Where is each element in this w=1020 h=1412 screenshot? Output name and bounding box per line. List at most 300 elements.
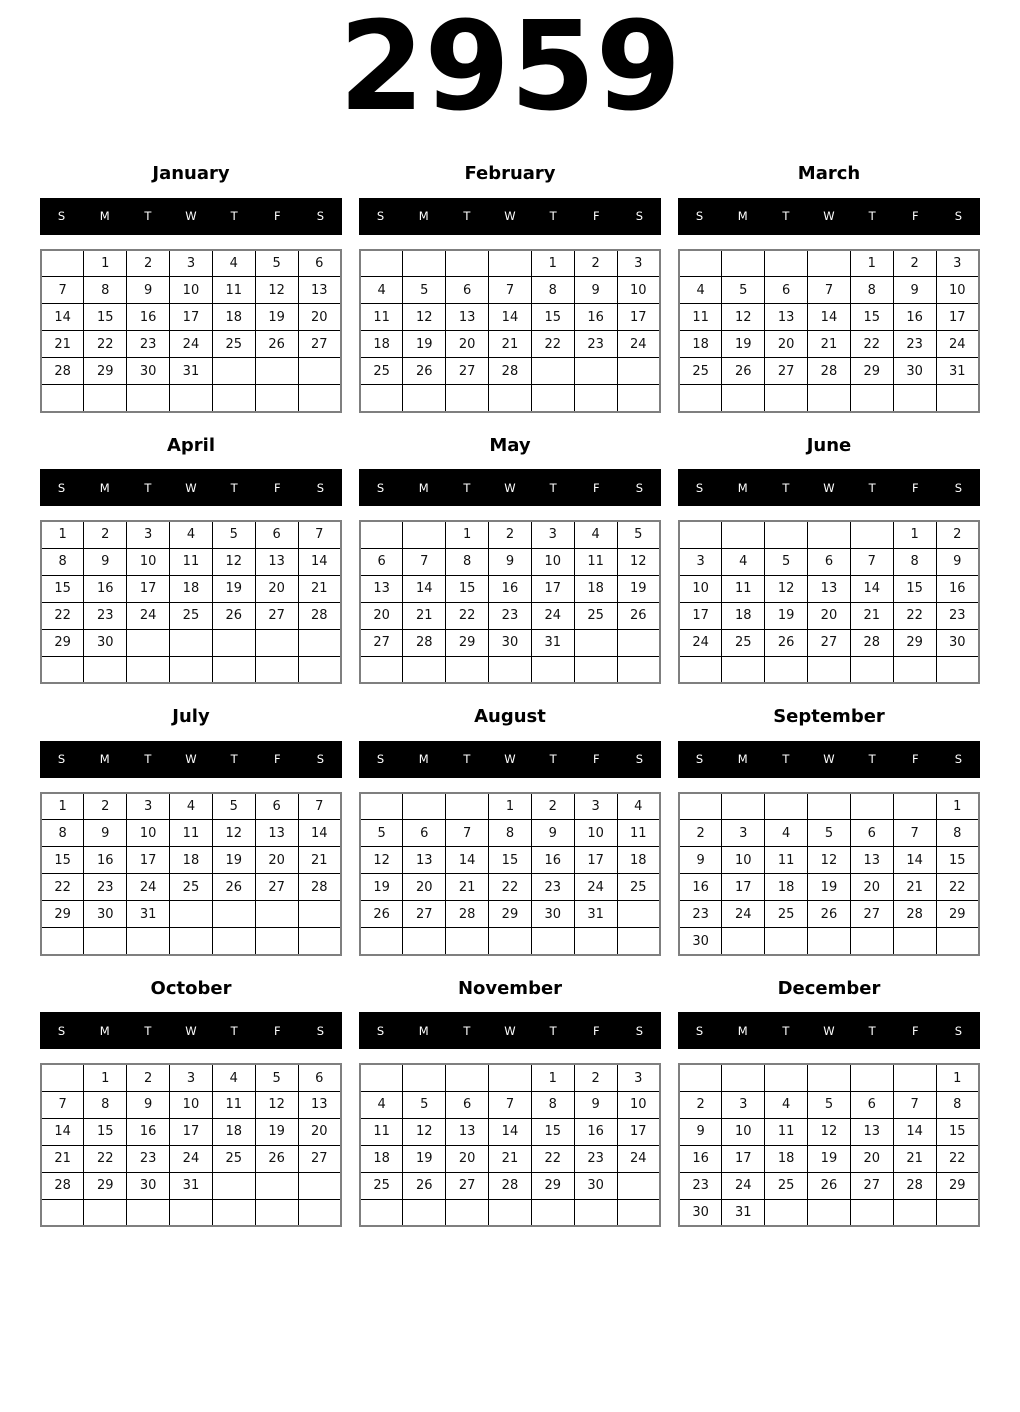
day-cell: 8 <box>84 277 127 304</box>
day-cell: 4 <box>212 250 255 277</box>
day-cell: 24 <box>170 1145 213 1172</box>
days-table <box>40 1063 342 1227</box>
day-cell: 27 <box>255 602 298 629</box>
empty-day-cell <box>41 928 84 955</box>
day-cell: 5 <box>808 1091 851 1118</box>
day-cell: 16 <box>84 575 127 602</box>
day-cell: 12 <box>617 548 660 575</box>
days-table <box>359 792 661 956</box>
day-cell: 8 <box>41 548 84 575</box>
day-cell: 16 <box>489 575 532 602</box>
empty-day-cell <box>808 521 851 548</box>
day-cell: 5 <box>255 1064 298 1091</box>
empty-day-cell <box>722 385 765 412</box>
weekday-header <box>40 469 342 506</box>
day-cell: 14 <box>446 847 489 874</box>
empty-day-cell <box>298 629 341 656</box>
empty-day-cell <box>84 385 127 412</box>
day-cell: 20 <box>255 847 298 874</box>
day-cell: 28 <box>403 629 446 656</box>
day-cell: 2 <box>531 793 574 820</box>
day-cell: 26 <box>765 629 808 656</box>
weekday-label: W <box>504 209 516 224</box>
empty-day-cell <box>298 358 341 385</box>
day-cell: 26 <box>403 358 446 385</box>
empty-day-cell <box>255 928 298 955</box>
day-cell: 18 <box>360 1145 403 1172</box>
weekday-label: M <box>737 209 748 224</box>
weekday-label: F <box>273 480 281 495</box>
day-cell: 29 <box>531 1172 574 1199</box>
empty-day-cell <box>212 385 255 412</box>
empty-day-cell <box>893 928 936 955</box>
day-cell: 3 <box>574 793 617 820</box>
day-cell: 11 <box>170 820 213 847</box>
week-row <box>679 901 979 928</box>
day-cell: 30 <box>127 1172 170 1199</box>
week-row <box>679 1199 979 1226</box>
weekday-label: F <box>911 752 919 767</box>
weekday-label: F <box>273 752 281 767</box>
day-cell: 24 <box>617 1145 660 1172</box>
day-cell: 29 <box>41 629 84 656</box>
week-row <box>360 277 660 304</box>
empty-day-cell <box>446 656 489 683</box>
empty-day-cell <box>298 901 341 928</box>
empty-day-cell <box>531 1199 574 1226</box>
day-cell: 6 <box>765 277 808 304</box>
empty-day-cell <box>255 385 298 412</box>
month-march <box>678 155 980 413</box>
empty-day-cell <box>255 629 298 656</box>
empty-day-cell <box>679 521 722 548</box>
day-cell: 7 <box>298 521 341 548</box>
day-cell: 13 <box>255 548 298 575</box>
day-cell: 7 <box>41 1091 84 1118</box>
day-cell: 19 <box>212 575 255 602</box>
day-cell: 14 <box>41 1118 84 1145</box>
day-cell: 28 <box>298 874 341 901</box>
empty-day-cell <box>765 656 808 683</box>
day-cell: 10 <box>574 820 617 847</box>
empty-day-cell <box>127 656 170 683</box>
empty-day-cell <box>617 385 660 412</box>
days-table <box>40 792 342 956</box>
month-july <box>40 698 342 956</box>
empty-day-cell <box>403 521 446 548</box>
day-cell: 24 <box>127 602 170 629</box>
empty-day-cell <box>255 901 298 928</box>
day-cell: 23 <box>679 901 722 928</box>
day-cell: 1 <box>893 521 936 548</box>
weekday-label: T <box>782 480 790 495</box>
day-cell: 3 <box>617 1064 660 1091</box>
day-cell: 25 <box>212 1145 255 1172</box>
day-cell: 3 <box>127 793 170 820</box>
days-table <box>359 520 661 684</box>
day-cell: 19 <box>360 874 403 901</box>
day-cell: 26 <box>808 1172 851 1199</box>
day-cell: 27 <box>808 629 851 656</box>
weekday-label: F <box>911 1023 919 1038</box>
day-cell: 1 <box>84 1064 127 1091</box>
month-february <box>359 155 661 413</box>
weekday-label: W <box>823 752 835 767</box>
day-cell: 4 <box>765 820 808 847</box>
week-row <box>679 1172 979 1199</box>
empty-day-cell <box>531 928 574 955</box>
day-cell: 22 <box>531 331 574 358</box>
day-cell: 22 <box>936 874 979 901</box>
day-cell: 29 <box>850 358 893 385</box>
day-cell: 3 <box>722 820 765 847</box>
weekday-label: T <box>782 1023 790 1038</box>
day-cell: 27 <box>850 901 893 928</box>
weekday-label: F <box>592 209 600 224</box>
day-cell: 17 <box>722 874 765 901</box>
weekday-label: T <box>144 752 152 767</box>
day-cell: 21 <box>893 1145 936 1172</box>
day-cell: 27 <box>850 1172 893 1199</box>
day-cell: 1 <box>41 793 84 820</box>
day-cell: 6 <box>850 1091 893 1118</box>
day-cell: 15 <box>936 1118 979 1145</box>
day-cell: 28 <box>41 1172 84 1199</box>
week-row <box>41 548 341 575</box>
day-cell: 17 <box>617 304 660 331</box>
month-title: March <box>797 163 861 184</box>
empty-day-cell <box>722 250 765 277</box>
day-cell: 17 <box>531 575 574 602</box>
empty-day-cell <box>212 901 255 928</box>
day-cell: 12 <box>212 548 255 575</box>
day-cell: 7 <box>446 820 489 847</box>
day-cell: 3 <box>170 250 213 277</box>
empty-day-cell <box>808 1064 851 1091</box>
weekday-header <box>678 1012 980 1049</box>
weekday-label: M <box>737 480 748 495</box>
days-table <box>40 520 342 684</box>
day-cell: 20 <box>446 331 489 358</box>
empty-day-cell <box>574 1199 617 1226</box>
day-cell: 18 <box>212 1118 255 1145</box>
day-cell: 29 <box>41 901 84 928</box>
day-cell: 27 <box>403 901 446 928</box>
week-row <box>360 331 660 358</box>
day-cell: 11 <box>765 1118 808 1145</box>
day-cell: 6 <box>298 250 341 277</box>
weekday-label: W <box>185 752 197 767</box>
month-september <box>678 698 980 956</box>
day-cell: 28 <box>446 901 489 928</box>
day-cell: 1 <box>41 521 84 548</box>
week-row <box>360 521 660 548</box>
empty-day-cell <box>617 656 660 683</box>
day-cell: 13 <box>446 304 489 331</box>
day-cell: 9 <box>936 548 979 575</box>
day-cell: 12 <box>403 304 446 331</box>
weekday-label: S <box>635 752 644 767</box>
day-cell: 14 <box>403 575 446 602</box>
week-row <box>679 602 979 629</box>
day-cell: 28 <box>298 602 341 629</box>
empty-day-cell <box>808 656 851 683</box>
day-cell: 21 <box>893 874 936 901</box>
empty-day-cell <box>170 629 213 656</box>
week-row <box>360 874 660 901</box>
empty-day-cell <box>489 385 532 412</box>
day-cell: 21 <box>489 331 532 358</box>
empty-day-cell <box>403 1064 446 1091</box>
week-row <box>679 521 979 548</box>
day-cell: 20 <box>446 1145 489 1172</box>
day-cell: 2 <box>936 521 979 548</box>
weekday-label: S <box>695 480 704 495</box>
day-cell: 4 <box>170 793 213 820</box>
day-cell: 14 <box>298 820 341 847</box>
day-cell: 26 <box>255 1145 298 1172</box>
months-grid <box>40 155 980 1227</box>
day-cell: 8 <box>41 820 84 847</box>
day-cell: 6 <box>255 521 298 548</box>
day-cell: 1 <box>84 250 127 277</box>
month-november <box>359 970 661 1228</box>
day-cell: 18 <box>170 575 213 602</box>
week-row <box>679 820 979 847</box>
empty-day-cell <box>617 1199 660 1226</box>
week-row <box>41 1091 341 1118</box>
day-cell: 4 <box>170 521 213 548</box>
day-cell: 22 <box>489 874 532 901</box>
day-cell: 11 <box>765 847 808 874</box>
day-cell: 21 <box>850 602 893 629</box>
day-cell: 14 <box>489 304 532 331</box>
day-cell: 13 <box>403 847 446 874</box>
day-cell: 25 <box>360 358 403 385</box>
day-cell: 15 <box>84 304 127 331</box>
empty-day-cell <box>722 928 765 955</box>
month-december <box>678 970 980 1228</box>
week-row <box>41 575 341 602</box>
day-cell: 27 <box>255 874 298 901</box>
day-cell: 3 <box>936 250 979 277</box>
week-row <box>41 847 341 874</box>
day-cell: 23 <box>84 874 127 901</box>
day-cell: 1 <box>531 250 574 277</box>
month-august <box>359 698 661 956</box>
day-cell: 22 <box>84 1145 127 1172</box>
day-cell: 6 <box>403 820 446 847</box>
day-cell: 15 <box>41 575 84 602</box>
day-cell: 31 <box>722 1199 765 1226</box>
day-cell: 7 <box>403 548 446 575</box>
empty-day-cell <box>850 521 893 548</box>
day-cell: 12 <box>808 1118 851 1145</box>
day-cell: 21 <box>808 331 851 358</box>
weekday-label: S <box>316 1023 325 1038</box>
day-cell: 23 <box>489 602 532 629</box>
empty-day-cell <box>489 1064 532 1091</box>
empty-day-cell <box>127 928 170 955</box>
weekday-label: S <box>695 209 704 224</box>
day-cell: 10 <box>170 277 213 304</box>
empty-day-cell <box>893 656 936 683</box>
empty-day-cell <box>403 928 446 955</box>
empty-day-cell <box>893 385 936 412</box>
day-cell: 1 <box>446 521 489 548</box>
day-cell: 9 <box>679 847 722 874</box>
week-row <box>679 385 979 412</box>
days-table <box>678 249 980 413</box>
weekday-label: T <box>463 209 471 224</box>
weekday-label: S <box>316 480 325 495</box>
weekday-label: M <box>737 1023 748 1038</box>
empty-day-cell <box>765 250 808 277</box>
empty-day-cell <box>531 656 574 683</box>
day-cell: 13 <box>765 304 808 331</box>
day-cell: 25 <box>212 331 255 358</box>
day-cell: 9 <box>574 277 617 304</box>
day-cell: 10 <box>170 1091 213 1118</box>
days-table <box>678 1063 980 1227</box>
empty-day-cell <box>808 793 851 820</box>
day-cell: 26 <box>722 358 765 385</box>
empty-day-cell <box>936 385 979 412</box>
weekday-label: F <box>273 209 281 224</box>
day-cell: 24 <box>127 874 170 901</box>
day-cell: 15 <box>41 847 84 874</box>
day-cell: 18 <box>212 304 255 331</box>
day-cell: 1 <box>936 793 979 820</box>
empty-day-cell <box>360 793 403 820</box>
empty-day-cell <box>765 1199 808 1226</box>
day-cell: 15 <box>489 847 532 874</box>
weekday-label: S <box>376 1023 385 1038</box>
day-cell: 9 <box>489 548 532 575</box>
day-cell: 22 <box>936 1145 979 1172</box>
day-cell: 28 <box>893 1172 936 1199</box>
day-cell: 23 <box>574 331 617 358</box>
empty-day-cell <box>298 656 341 683</box>
day-cell: 15 <box>531 1118 574 1145</box>
day-cell: 28 <box>808 358 851 385</box>
day-cell: 15 <box>531 304 574 331</box>
day-cell: 2 <box>679 820 722 847</box>
empty-day-cell <box>41 1064 84 1091</box>
day-cell: 27 <box>360 629 403 656</box>
day-cell: 14 <box>298 548 341 575</box>
week-row <box>41 1145 341 1172</box>
day-cell: 7 <box>893 1091 936 1118</box>
day-cell: 10 <box>617 277 660 304</box>
day-cell: 17 <box>127 575 170 602</box>
day-cell: 11 <box>360 304 403 331</box>
weekday-label: T <box>549 209 557 224</box>
week-row <box>679 250 979 277</box>
weekday-label: W <box>823 480 835 495</box>
day-cell: 30 <box>574 1172 617 1199</box>
weekday-label: W <box>504 480 516 495</box>
weekday-header <box>359 741 661 778</box>
day-cell: 23 <box>679 1172 722 1199</box>
day-cell: 22 <box>850 331 893 358</box>
weekday-label: S <box>635 209 644 224</box>
weekday-label: W <box>504 752 516 767</box>
day-cell: 10 <box>617 1091 660 1118</box>
empty-day-cell <box>765 521 808 548</box>
week-row <box>360 629 660 656</box>
day-cell: 30 <box>127 358 170 385</box>
day-cell: 19 <box>403 331 446 358</box>
day-cell: 29 <box>446 629 489 656</box>
day-cell: 1 <box>850 250 893 277</box>
day-cell: 23 <box>574 1145 617 1172</box>
weekday-header <box>678 469 980 506</box>
weekday-label: T <box>463 1023 471 1038</box>
weekday-label: T <box>144 480 152 495</box>
day-cell: 26 <box>617 602 660 629</box>
weekday-label: S <box>316 752 325 767</box>
empty-day-cell <box>936 928 979 955</box>
day-cell: 2 <box>84 793 127 820</box>
month-january <box>40 155 342 413</box>
day-cell: 14 <box>850 575 893 602</box>
weekday-label: T <box>463 752 471 767</box>
day-cell: 12 <box>255 277 298 304</box>
empty-day-cell <box>679 1064 722 1091</box>
empty-day-cell <box>893 1064 936 1091</box>
week-row <box>679 656 979 683</box>
weekday-label: F <box>592 752 600 767</box>
day-cell: 29 <box>84 358 127 385</box>
day-cell: 24 <box>722 901 765 928</box>
day-cell: 6 <box>255 793 298 820</box>
empty-day-cell <box>850 1199 893 1226</box>
day-cell: 21 <box>41 1145 84 1172</box>
day-cell: 17 <box>127 847 170 874</box>
day-cell: 5 <box>403 1091 446 1118</box>
weekday-label: T <box>549 480 557 495</box>
month-title: January <box>152 163 230 184</box>
empty-day-cell <box>679 385 722 412</box>
day-cell: 3 <box>170 1064 213 1091</box>
day-cell: 19 <box>617 575 660 602</box>
day-cell: 27 <box>446 1172 489 1199</box>
day-cell: 13 <box>255 820 298 847</box>
day-cell: 7 <box>850 548 893 575</box>
weekday-label: W <box>504 1023 516 1038</box>
empty-day-cell <box>617 358 660 385</box>
day-cell: 24 <box>531 602 574 629</box>
empty-day-cell <box>679 250 722 277</box>
empty-day-cell <box>722 656 765 683</box>
day-cell: 8 <box>531 1091 574 1118</box>
empty-day-cell <box>808 928 851 955</box>
day-cell: 12 <box>255 1091 298 1118</box>
day-cell: 2 <box>127 1064 170 1091</box>
day-cell: 31 <box>531 629 574 656</box>
day-cell: 4 <box>722 548 765 575</box>
day-cell: 3 <box>617 250 660 277</box>
day-cell: 3 <box>531 521 574 548</box>
week-row <box>679 548 979 575</box>
empty-day-cell <box>574 358 617 385</box>
week-row <box>679 629 979 656</box>
day-cell: 24 <box>722 1172 765 1199</box>
day-cell: 5 <box>255 250 298 277</box>
empty-day-cell <box>298 1199 341 1226</box>
week-row <box>41 304 341 331</box>
